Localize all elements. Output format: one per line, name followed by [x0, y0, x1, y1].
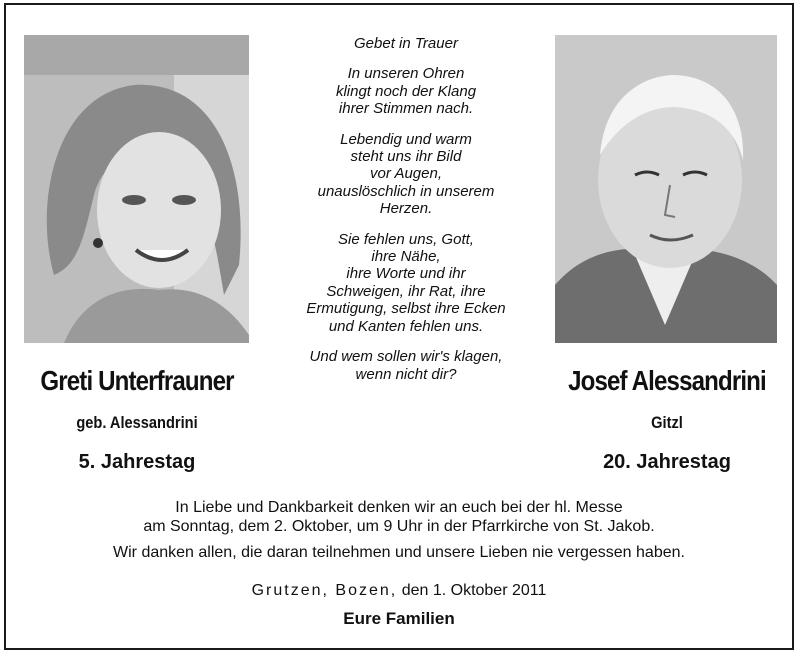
left-person-maiden-name: geb. Alessandrini — [76, 413, 198, 432]
portrait-photo-woman — [24, 35, 249, 343]
poem-title: Gebet in Trauer — [354, 35, 458, 52]
right-person-anniversary: 20. Jahrestag — [603, 451, 731, 473]
obituary-notice — [4, 3, 794, 650]
right-person-name: Josef Alessandrini — [568, 365, 766, 396]
poem-stanza: Und wem sollen wir's klagen, wenn nicht dir? — [309, 348, 503, 383]
poem-stanza: Lebendig und warm steht uns ihr Bild vor Augen, unauslöschlich in unserem Herzen. — [317, 130, 495, 218]
signature: Eure Familien — [343, 609, 455, 628]
left-person-anniversary: 5. Jahrestag — [78, 451, 196, 473]
poem-stanza: In unseren Ohren klingt noch der Klang ihrer Stimmen nach. — [335, 65, 477, 118]
portrait-photo-man — [555, 35, 777, 343]
date-text: den 1. Oktober 2011 — [401, 582, 547, 599]
poem-block — [281, 35, 531, 396]
poem-stanza: Sie fehlen uns, Gott, ihre Nähe, ihre Worte und ihr Schweigen, ihr Rat, ihre Ermutigung, selbst ihre Ecken und Kanten fehlen uns. — [306, 230, 506, 335]
portrait-woman-image — [24, 35, 249, 343]
place-text: Grutzen, Bozen, — [251, 582, 398, 599]
left-person-name: Greti Unterfrauner — [40, 365, 234, 396]
place-date-line — [6, 582, 792, 600]
portrait-man-image — [555, 35, 777, 343]
mass-announcement-line-1: In Liebe und Dankbarkeit denken wir an euch bei der hl. Messe — [175, 499, 623, 516]
thanks-line: Wir danken allen, die daran teilnehmen und unsere Lieben nie vergessen haben. — [113, 544, 685, 561]
mass-announcement-line-2: am Sonntag, dem 2. Oktober, um 9 Uhr in der Pfarrkirche von St. Jakob. — [143, 518, 655, 535]
right-person-nickname: Gitzl — [651, 413, 683, 432]
